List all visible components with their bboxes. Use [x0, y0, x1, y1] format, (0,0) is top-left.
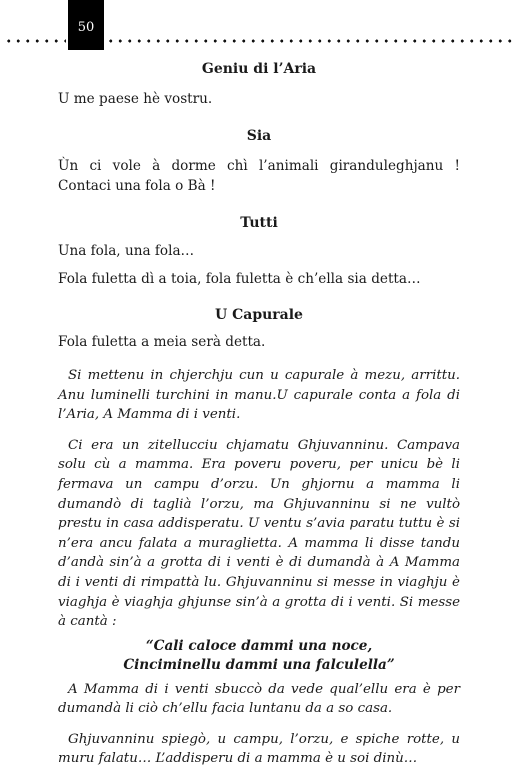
dotted-rule-right [106, 39, 514, 43]
dialogue-line: Una fola, una fola… [58, 243, 195, 259]
dialogue-line: Ùn ci vole à dorme chì l’animali giranduleghjanu ! Contaci una fola o Bà ! [58, 158, 460, 194]
narration-paragraph: Si mettenu in chjerchju cun u capurale à mezu, arrittu. Anu luminelli turchini in manu.U capurale conta a fola di l’Aria, A Mamma di i venti. [58, 368, 460, 423]
page-body [58, 58, 460, 769]
narration-paragraph: Ci era un zitellucciu chjamatu Ghjuvanninu. Campava solu cù a mamma. Era poveru poveru, per unicu bè li fermava un campu d’orzu. Un ghjornu a mamma li dumandò di taglià l’orzu, ma Ghjuvanninu si ne vultò prestu in casa addisperatu. U ventu s’avia paratu tuttu è si n’era ancu falata a muraglietta. A mamma li disse tandu d’andà sin’à a grotta di i venti è di dumandà à A Mamma di i venti di rimpattà lu. Ghjuvanninu si messe in viaghju è viaghja è viaghja ghjunse sin’à a grotta di i venti. Si messe à cantà : [58, 437, 460, 630]
dialogue-line: Fola fuletta a meia serà detta. [58, 334, 266, 350]
page-header [0, 0, 517, 50]
speaker-name: Sia [246, 128, 272, 144]
speaker-name: Tutti [240, 215, 278, 231]
page-number: 50 [68, 0, 104, 50]
dotted-rule-left [4, 39, 66, 43]
song-line: “Cali caloce dammi una noce, [145, 637, 373, 654]
speaker-name: Geniu di l’Aria [201, 61, 317, 77]
speaker-name: U Capurale [215, 307, 303, 323]
dialogue-line: Fola fuletta dì a toia, fola fuletta è ch’ella sia detta… [58, 271, 421, 287]
song-line: Cinciminellu dammi una falculella” [123, 657, 395, 674]
narration-paragraph: Ghjuvanninu spiegò, u campu, l’orzu, e spiche rotte, u muru falatu… L’addisperu di a mamma è u soi dinù… [58, 731, 460, 767]
dialogue-line: U me paese hè vostru. [58, 91, 213, 107]
narration-paragraph: A Mamma di i venti sbuccò da vede qual’ellu era è per dumandà li ciò ch’ellu facia luntanu da a so casa. [58, 681, 460, 717]
